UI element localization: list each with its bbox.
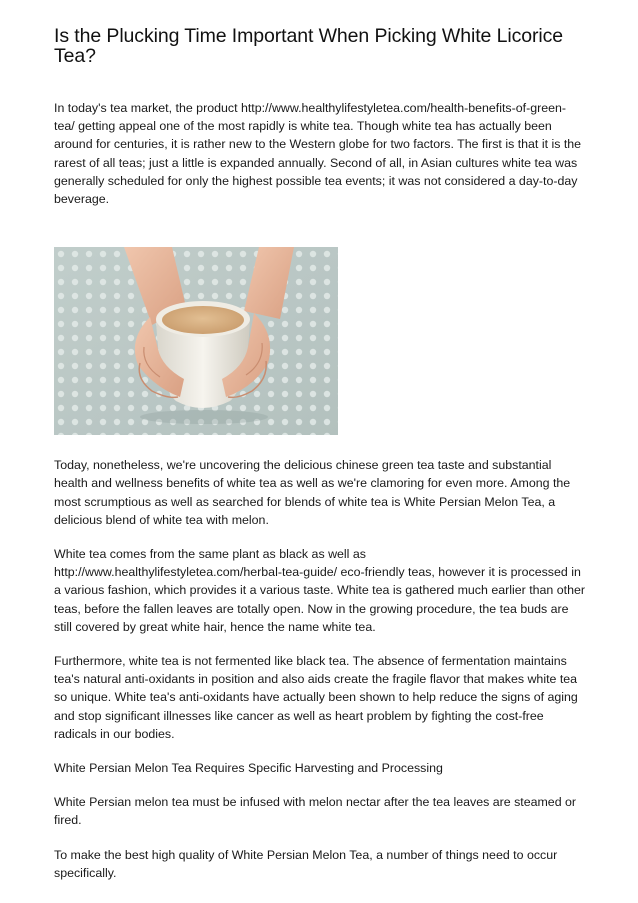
section-heading: White Persian Melon Tea Requires Specific Harvesting and Processing: [54, 761, 443, 776]
hands-holding-tea-cup-photo: [54, 247, 338, 435]
body-paragraph: Today, nonetheless, we're uncovering the delicious chinese green tea taste and substantial health and wellness benefits of white tea as well as we're clamoring for even more. Among the most scrumptious as well as searched for blends of white tea is White Persian Melon Tea, a delicious blend of white tea with melon.: [54, 458, 571, 527]
body-paragraph: Furthermore, white tea is not fermented like black tea. The absence of fermentation maintains tea's natural anti-oxidants in position and also aids create the fragile flavor that makes white tea so unique. White tea's anti-oxidants have actually been shown to help reduce the signs of aging and stop significant illnesses like cancer as well as heart problem by fighting the cost-free radicals in our bodies.: [54, 654, 578, 741]
article: [54, 26, 586, 882]
article-title: Is the Plucking Time Important When Picking White Licorice Tea?: [54, 25, 563, 67]
body-paragraph: To make the best high quality of White Persian Melon Tea, a number of things need to occur specifically.: [54, 847, 558, 880]
body-paragraph: White tea comes from the same plant as black as well as http://www.healthylifestyletea.com/herbal-tea-guide/ eco-friendly teas, however it is processed in a various fashion, which provides it a various taste. White tea is gathered much earlier than other teas, before the fallen leaves are totally open. Now in the growing procedure, the tea buds are still covered by great white hair, hence the name white tea.: [54, 547, 586, 634]
body-paragraph: White Persian melon tea must be infused with melon nectar after the tea leaves are steamed or fired.: [54, 795, 577, 828]
intro-paragraph: In today's tea market, the product http://www.healthylifestyletea.com/health-benefits-of-green-tea/ getting appeal one of the most rapidly is white tea. Though white tea has actually been around for centuries, it is rather new to the Western globe for two factors. The first is that it is the rarest of all teas; just a little is expanded annually. Second of all, in Asian cultures white tea was generally scheduled for only the highest possible tea events; it was not considered a day-to-day beverage.: [54, 101, 582, 207]
